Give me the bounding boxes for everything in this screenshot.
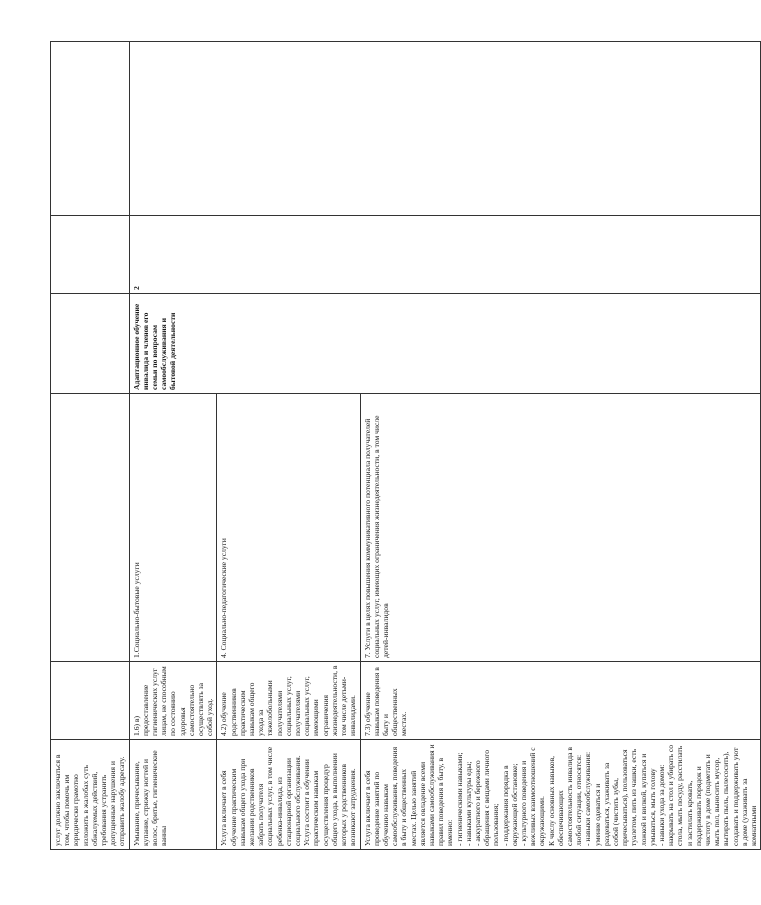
description-cell: Умывание, причесывание, купание, стрижку ногтей и волос, бритье, гигиенические ванны <box>129 740 217 850</box>
desc-line: - навыками культуры еды; <box>463 761 473 846</box>
desc-line: - аккуратного и бережного обращения с вещами личного пользования; <box>472 750 501 846</box>
category-cell: 4. Социально-педагогические услуги <box>217 394 360 662</box>
description-cell: услуг должно заключаться в том, чтобы помочь им юридически грамотно изложить в жалобах суть обжалуемых действий, требования устранить допущенные нарушения и отправить жалобу адресату. <box>51 740 130 850</box>
desc-line: - навыки ухода за домом: накрывать на стол и убирать со стола, мыть посуду, расстилать и застилать кровать, поддерживать порядок и чистоту в доме (подметать и мыть пол, выносить мусор, вытирать пыль, пылесосить), создавать и поддерживать уют в доме (ухаживать за комнатными <box>657 744 759 846</box>
rotated-table-container <box>50 42 759 850</box>
desc-line: - культурного поведения и вежливых взаимоотношений с окружающими. <box>518 747 547 846</box>
desc-line: - поддержания порядка в окружающей обстановке; <box>500 763 519 846</box>
desc-line: - навыки самообслуживания: умение одеваться и раздеваться, ухаживать за собой (чистить зубы, причесываться), пользоваться туалетом, пить из чашки, есть ложкой и вилкой, купаться и умываться, мыть голову <box>583 748 657 846</box>
desc-line: Услуга включает в себя проведение занятий по обучению навыкам самообслуживания, поведения в быту и общественных местах. Целью занятий является овладение всеми навыками самообслуживания и правил поведения в быту, в именно: <box>362 744 455 846</box>
services-table <box>50 41 761 850</box>
desc-line: - гигиеническими навыками; <box>454 752 464 846</box>
service-cell: 7.3) обучение навыкам поведения в быту и общественных местах. <box>360 662 761 740</box>
category-cell: 1.Социально-бытовые услуги <box>129 394 217 662</box>
table-row <box>51 42 130 850</box>
category-cell: 7. Услуги в целях повышения коммуникативного потенциала получателей социальных услуг, имеющих ограничения жизнедеятельности, в том числе детей-инвалидов <box>360 394 761 662</box>
description-cell <box>360 740 761 850</box>
section-title-cell: Адаптационное обучение инвалида и членов его семьи по вопросам самообслуживания и бытовой деятельности <box>129 294 761 394</box>
section-number-cell: 2 <box>129 216 761 294</box>
desc-line: К числу основных навыков, обеспечивающих самостоятельность инвалида в любой ситуации, относятся: <box>546 746 584 846</box>
description-cell: Услуга включает в себя обучение практическим навыкам общего ухода при желании родственников забрать получателя социальных услуг, в том числе ребенка-инвалида, из стационарной организации социального обслуживания. Услуга состоит в обучении практическим навыкам осуществления процедур общего ухода, в выполнении которых у родственников возникают затруднения. <box>217 740 360 850</box>
table-row <box>129 42 217 850</box>
service-cell: 1.6) в) предоставление гигиенических услуг лицам, не способным по состоянию здоровья самостоятельно осуществлять за собой уход. <box>129 662 217 740</box>
service-cell: 4.2) обучение родственников практическим навыкам общего ухода за тяжелобольными получателями социальных услуг, получателями социальных услуг, имеющими ограничения жизнедеятельности, в том числе детьми-инвалидами. <box>217 662 360 740</box>
